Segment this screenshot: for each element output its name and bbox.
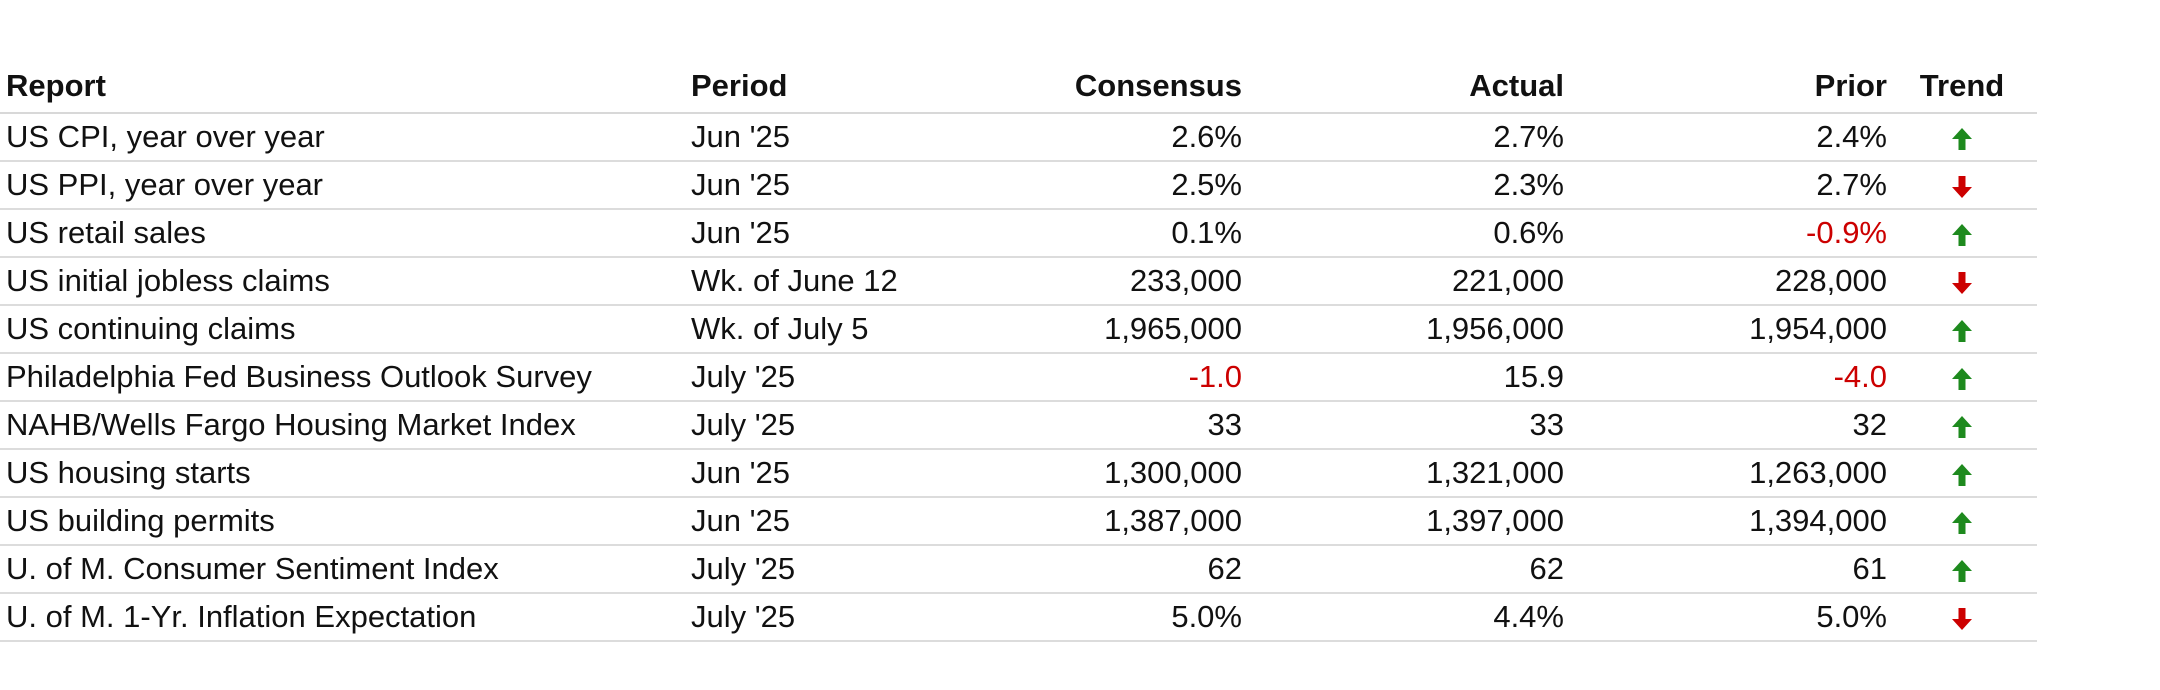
consensus-cell: 2.6% — [950, 113, 1242, 161]
period-cell: Jun '25 — [690, 497, 950, 545]
report-cell: US continuing claims — [0, 305, 690, 353]
report-cell: US initial jobless claims — [0, 257, 690, 305]
report-cell: US PPI, year over year — [0, 161, 690, 209]
consensus-cell: -1.0 — [950, 353, 1242, 401]
report-cell: US housing starts — [0, 449, 690, 497]
prior-cell: -0.9% — [1564, 209, 1887, 257]
row-spacer — [2037, 545, 2160, 593]
column-header-period: Period — [690, 52, 950, 113]
trend-cell — [1887, 401, 2037, 449]
consensus-cell: 62 — [950, 545, 1242, 593]
table-body — [0, 113, 2160, 641]
actual-cell: 1,321,000 — [1242, 449, 1564, 497]
arrow-down-icon — [1951, 175, 1973, 199]
period-cell: Jun '25 — [690, 113, 950, 161]
period-cell: Jun '25 — [690, 449, 950, 497]
period-cell: Wk. of July 5 — [690, 305, 950, 353]
header-spacer — [2037, 52, 2160, 113]
consensus-cell: 1,387,000 — [950, 497, 1242, 545]
row-spacer — [2037, 449, 2160, 497]
actual-cell: 4.4% — [1242, 593, 1564, 641]
table-row — [0, 401, 2160, 449]
prior-cell: 61 — [1564, 545, 1887, 593]
arrow-up-icon — [1951, 415, 1973, 439]
economic-reports-table — [0, 52, 2160, 642]
arrow-up-icon — [1951, 463, 1973, 487]
period-cell: July '25 — [690, 401, 950, 449]
row-spacer — [2037, 257, 2160, 305]
prior-cell: 1,394,000 — [1564, 497, 1887, 545]
period-cell: July '25 — [690, 353, 950, 401]
table-row — [0, 113, 2160, 161]
row-spacer — [2037, 353, 2160, 401]
table-row — [0, 209, 2160, 257]
period-cell: July '25 — [690, 545, 950, 593]
actual-cell: 2.3% — [1242, 161, 1564, 209]
actual-cell: 15.9 — [1242, 353, 1564, 401]
prior-cell: 228,000 — [1564, 257, 1887, 305]
actual-cell: 33 — [1242, 401, 1564, 449]
row-spacer — [2037, 593, 2160, 641]
period-cell: Wk. of June 12 — [690, 257, 950, 305]
column-header-prior: Prior — [1564, 52, 1887, 113]
table-row — [0, 593, 2160, 641]
trend-cell — [1887, 593, 2037, 641]
trend-cell — [1887, 353, 2037, 401]
row-spacer — [2037, 401, 2160, 449]
prior-cell: 5.0% — [1564, 593, 1887, 641]
consensus-cell: 2.5% — [950, 161, 1242, 209]
column-header-consensus: Consensus — [950, 52, 1242, 113]
table-row — [0, 353, 2160, 401]
header-row — [0, 52, 2160, 113]
report-cell: US CPI, year over year — [0, 113, 690, 161]
table-header — [0, 52, 2160, 113]
trend-cell — [1887, 305, 2037, 353]
row-spacer — [2037, 497, 2160, 545]
actual-cell: 221,000 — [1242, 257, 1564, 305]
period-cell: Jun '25 — [690, 209, 950, 257]
actual-cell: 0.6% — [1242, 209, 1564, 257]
table-row — [0, 257, 2160, 305]
table-row — [0, 161, 2160, 209]
row-spacer — [2037, 113, 2160, 161]
report-cell: Philadelphia Fed Business Outlook Survey — [0, 353, 690, 401]
arrow-up-icon — [1951, 367, 1973, 391]
table-row — [0, 449, 2160, 497]
arrow-down-icon — [1951, 271, 1973, 295]
row-spacer — [2037, 305, 2160, 353]
trend-cell — [1887, 497, 2037, 545]
prior-cell: 1,954,000 — [1564, 305, 1887, 353]
arrow-down-icon — [1951, 607, 1973, 631]
trend-cell — [1887, 113, 2037, 161]
prior-cell: 2.4% — [1564, 113, 1887, 161]
consensus-cell: 1,965,000 — [950, 305, 1242, 353]
trend-cell — [1887, 545, 2037, 593]
report-cell: US retail sales — [0, 209, 690, 257]
report-cell: U. of M. 1-Yr. Inflation Expectation — [0, 593, 690, 641]
actual-cell: 2.7% — [1242, 113, 1564, 161]
report-cell: US building permits — [0, 497, 690, 545]
consensus-cell: 0.1% — [950, 209, 1242, 257]
arrow-up-icon — [1951, 559, 1973, 583]
arrow-up-icon — [1951, 223, 1973, 247]
report-cell: NAHB/Wells Fargo Housing Market Index — [0, 401, 690, 449]
prior-cell: -4.0 — [1564, 353, 1887, 401]
prior-cell: 1,263,000 — [1564, 449, 1887, 497]
actual-cell: 1,956,000 — [1242, 305, 1564, 353]
consensus-cell: 233,000 — [950, 257, 1242, 305]
table-row — [0, 497, 2160, 545]
table-row — [0, 305, 2160, 353]
row-spacer — [2037, 209, 2160, 257]
actual-cell: 1,397,000 — [1242, 497, 1564, 545]
period-cell: Jun '25 — [690, 161, 950, 209]
arrow-up-icon — [1951, 511, 1973, 535]
table-row — [0, 545, 2160, 593]
prior-cell: 32 — [1564, 401, 1887, 449]
column-header-trend: Trend — [1887, 52, 2037, 113]
actual-cell: 62 — [1242, 545, 1564, 593]
consensus-cell: 33 — [950, 401, 1242, 449]
column-header-report: Report — [0, 52, 690, 113]
report-cell: U. of M. Consumer Sentiment Index — [0, 545, 690, 593]
arrow-up-icon — [1951, 127, 1973, 151]
consensus-cell: 1,300,000 — [950, 449, 1242, 497]
row-spacer — [2037, 161, 2160, 209]
trend-cell — [1887, 449, 2037, 497]
trend-cell — [1887, 161, 2037, 209]
trend-cell — [1887, 257, 2037, 305]
trend-cell — [1887, 209, 2037, 257]
column-header-actual: Actual — [1242, 52, 1564, 113]
arrow-up-icon — [1951, 319, 1973, 343]
consensus-cell: 5.0% — [950, 593, 1242, 641]
prior-cell: 2.7% — [1564, 161, 1887, 209]
period-cell: July '25 — [690, 593, 950, 641]
